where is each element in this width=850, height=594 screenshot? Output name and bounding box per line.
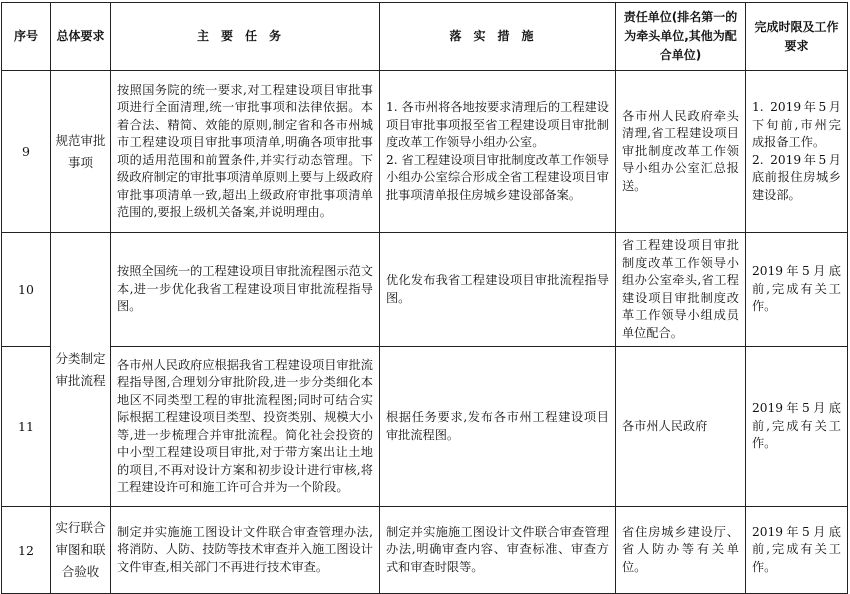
table-row xyxy=(2,233,848,347)
document-table xyxy=(1,2,848,594)
row-index: 11 xyxy=(2,347,51,507)
row-task: 按照国务院的统一要求,对工程建设项目审批事项进行全面清理,统一审批事项和法律依据。本着合法、精简、效能的原则,制定省和各市州城市工程建设项目审批事项清单,明确各项审批事项的适用范围和前置条件,并实行动态管理。下级政府制定的审批事项清单原则上要与上级政府审批事项清单一致,超出上级政府审批事项清单范围的,要报上级机关备案,并说明理由。 xyxy=(111,71,380,233)
row-requirement: 分类制定审批流程 xyxy=(51,233,111,507)
row-task: 各市州人民政府应根据我省工程建设项目审批流程指导图,合理划分审批阶段,进一步分类细化本地区不同类型工程的审批流程图;同时可结合实际根据工程建设项目类型、投资类别、规模大小等,进一步梳理合并审批流程。简化社会投资的中小型工程建设项目审批,对于带方案出让土地的项目,不再对设计方案和初步设计进行审核,将工程建设许可和施工许可合并为一个阶段。 xyxy=(111,347,380,507)
row-deadline xyxy=(746,71,848,233)
row-task: 按照全国统一的工程建设项目审批流程图示范文本,进一步优化我省工程建设项目审批流程指导图。 xyxy=(111,233,380,347)
row-unit: 省工程建设项目审批制度改革工作领导小组办公室牵头,省工程建设项目审批制度改革工作领导小组成员单位配合。 xyxy=(616,233,746,347)
row-measure-item: 2. 省工程建设项目审批制度改革工作领导小组办公室综合形成全省工程建设项目审批事项清单报住房城乡建设部备案。 xyxy=(386,152,609,202)
row-unit: 省住房城乡建设厅、省人防办等有关单位。 xyxy=(616,507,746,594)
header-unit: 责任单位(排名第一的为牵头单位,其他为配合单位) xyxy=(616,3,746,71)
row-task: 制定并实施施工图设计文件联合审查管理办法,将消防、人防、技防等技术审查并入施工图设计文件审查,相关部门不再进行技术审查。 xyxy=(111,507,380,594)
row-deadline: 2019年5月底前,完成有关工作。 xyxy=(746,347,848,507)
row-measure: 制定并实施施工图设计文件联合审查管理办法,明确审查内容、审查标准、审查方式和审查时限等。 xyxy=(380,507,616,594)
row-deadline-item: 1. 2019年5月下旬前,市州完成报备工作。 xyxy=(752,100,841,149)
header-measure: 落实措施 xyxy=(380,3,616,71)
row-deadline: 2019年5月底前,完成有关工作。 xyxy=(746,233,848,347)
row-index: 10 xyxy=(2,233,51,347)
row-index: 12 xyxy=(2,507,51,594)
row-unit: 各市州人民政府牵头清理,省工程建设项目审批制度改革工作领导小组办公室汇总报送。 xyxy=(616,71,746,233)
table-row xyxy=(2,347,848,507)
row-measure xyxy=(380,71,616,233)
row-requirement: 规范审批事项 xyxy=(51,71,111,233)
header-deadline: 完成时限及工作要求 xyxy=(746,3,848,71)
table-row xyxy=(2,71,848,233)
row-unit: 各市州人民政府 xyxy=(616,347,746,507)
header-task: 主要任务 xyxy=(111,3,380,71)
row-index: 9 xyxy=(2,71,51,233)
row-measure: 优化发布我省工程建设项目审批流程指导图。 xyxy=(380,233,616,347)
table-header-row xyxy=(2,3,848,71)
row-requirement: 实行联合审图和联合验收 xyxy=(51,507,111,594)
header-index: 序号 xyxy=(2,3,51,71)
row-measure-item: 1. 各市州将各地按要求清理后的工程建设项目审批事项报至省工程建设项目审批制度改革工作领导小组办公室。 xyxy=(386,100,609,149)
row-measure: 根据任务要求,发布各市州工程建设项目审批流程图。 xyxy=(380,347,616,507)
row-deadline: 2019年5月底前,完成有关工作。 xyxy=(746,507,848,594)
table-row xyxy=(2,507,848,594)
row-deadline-item: 2. 2019年5月底前报住房城乡建设部。 xyxy=(752,152,841,202)
header-requirement: 总体要求 xyxy=(51,3,111,71)
